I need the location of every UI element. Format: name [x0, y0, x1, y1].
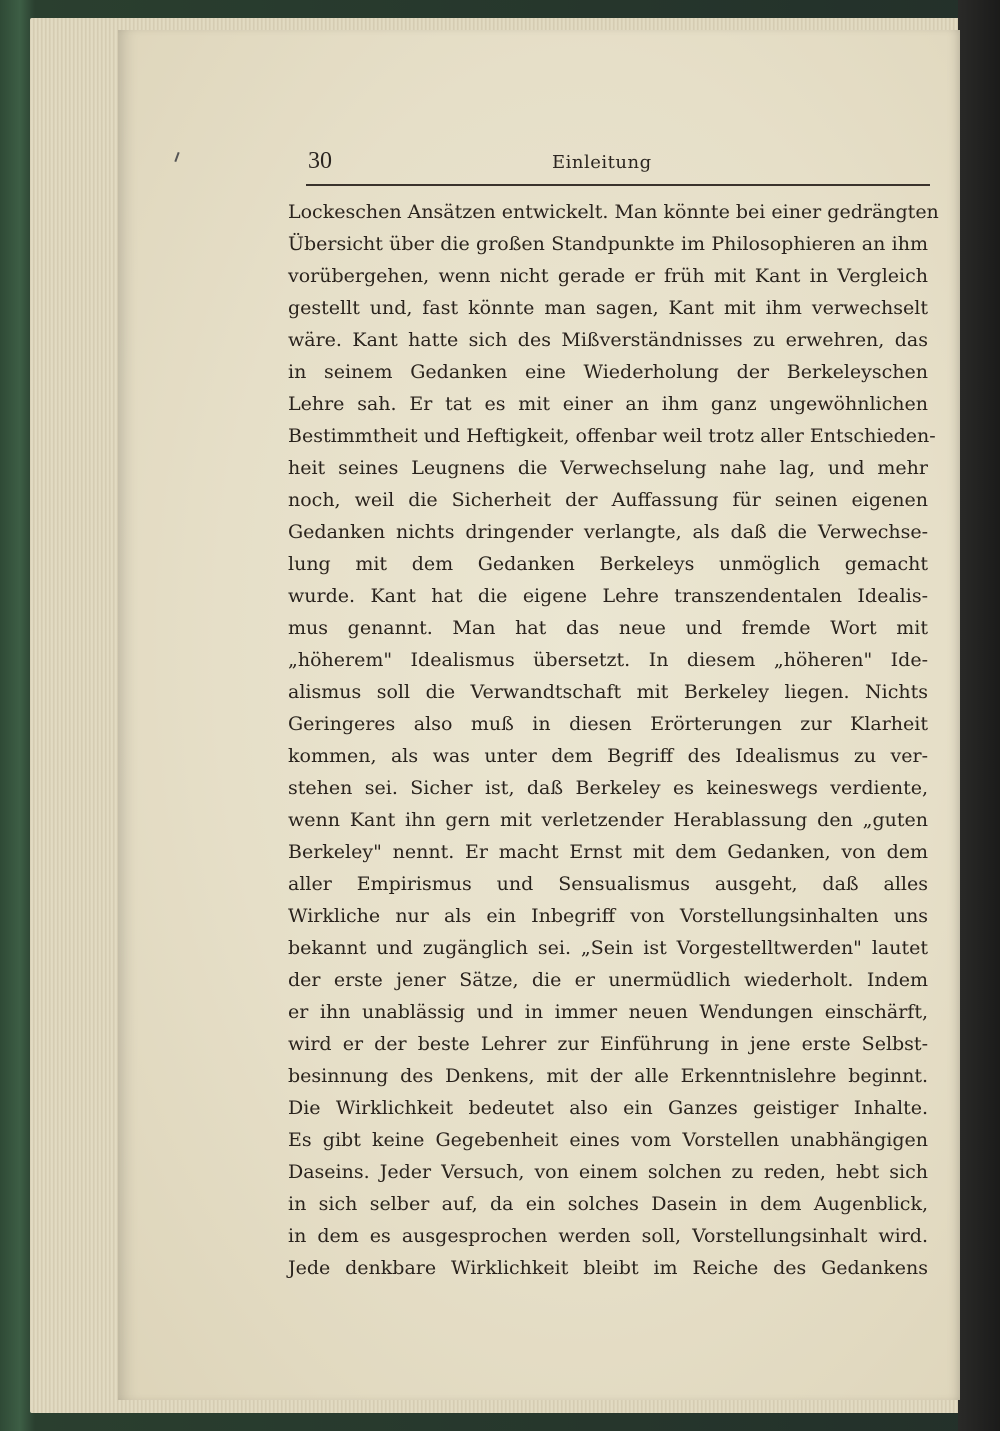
text-line: Daseins. Jeder Versuch, von einem solchen zu reden, hebt sich: [288, 1161, 928, 1183]
text-line: Berkeley" nennt. Er macht Ernst mit dem Gedanken, von dem: [288, 841, 928, 863]
text-line: heit seines Leugnens die Verwechselung nahe lag, und mehr: [288, 457, 928, 479]
text-line: in dem es ausgesprochen werden soll, Vorstellungsinhalt wird.: [288, 1225, 928, 1247]
text-line: kommen, als was unter dem Begriff des Idealismus zu ver-: [288, 745, 928, 767]
text-line: Lehre sah. Er tat es mit einer an ihm ganz ungewöhnlichen: [288, 393, 928, 415]
page-header: [190, 148, 930, 178]
text-line: vorübergehen, wenn nicht gerade er früh mit Kant in Vergleich: [288, 265, 928, 287]
text-line: in sich selber auf, da ein solches Dasein in dem Augenblick,: [288, 1193, 928, 1215]
text-line: Geringeres also muß in diesen Erörterungen zur Klarheit: [288, 713, 928, 735]
text-line: Lockeschen Ansätzen entwickelt. Man könnte bei einer gedrängten: [288, 201, 939, 223]
text-line: wenn Kant ihn gern mit verletzender Herablassung den „guten: [288, 809, 928, 831]
text-line: lung mit dem Gedanken Berkeleys unmöglich gemacht: [288, 553, 928, 575]
text-line: bekannt und zugänglich sei. „Sein ist Vorgestelltwerden" lautet: [288, 937, 928, 959]
text-line: Jede denkbare Wirklichkeit bleibt im Reiche des Gedankens: [288, 1257, 928, 1279]
text-line: besinnung des Denkens, mit der alle Erkenntnislehre beginnt.: [288, 1065, 928, 1087]
text-line: Bestimmtheit und Heftigkeit, offenbar weil trotz aller Entschieden-: [288, 425, 936, 447]
facing-page-edge: [958, 0, 1000, 1431]
text-line: wäre. Kant hatte sich des Mißverständnisses zu erwehren, das: [288, 329, 928, 351]
text-line: Es gibt keine Gegebenheit eines vom Vorstellen unabhängigen: [288, 1129, 928, 1151]
page-number: 30: [308, 148, 332, 174]
text-line: gestellt und, fast könnte man sagen, Kant mit ihm verwechselt: [288, 297, 928, 319]
text-line: alismus soll die Verwandtschaft mit Berkeley liegen. Nichts: [288, 681, 928, 703]
text-line: aller Empirismus und Sensualismus ausgeht, daß alles: [288, 873, 928, 895]
text-line: wurde. Kant hat die eigene Lehre transzendentalen Idealis-: [288, 585, 928, 607]
text-line: Die Wirklichkeit bedeutet also ein Ganzes geistiger Inhalte.: [288, 1097, 928, 1119]
text-line: wird er der beste Lehrer zur Einführung in jene erste Selbst-: [288, 1033, 928, 1055]
text-line: mus genannt. Man hat das neue und fremde Wort mit: [288, 617, 928, 639]
text-line: Wirkliche nur als ein Inbegriff von Vorstellungsinhalten uns: [288, 905, 928, 927]
text-line: noch, weil die Sicherheit der Auffassung für seinen eigenen: [288, 489, 928, 511]
text-line: Übersicht über die großen Standpunkte im Philosophieren an ihm: [288, 233, 928, 255]
text-line: in seinem Gedanken eine Wiederholung der Berkeleyschen: [288, 361, 928, 383]
text-line: stehen sei. Sicher ist, daß Berkeley es keineswegs verdiente,: [288, 777, 928, 799]
text-line: Gedanken nichts dringender verlangte, als daß die Verwechse-: [288, 521, 928, 543]
text-line: „höherem" Idealismus übersetzt. In diesem „höheren" Ide-: [288, 649, 928, 671]
text-line: der erste jener Sätze, die er unermüdlich wiederholt. Indem: [288, 969, 928, 991]
text-line: er ihn unablässig und in immer neuen Wendungen einschärft,: [288, 1001, 928, 1023]
header-rule: [306, 184, 930, 186]
running-head: Einleitung: [552, 152, 652, 173]
body-text: [288, 196, 939, 1284]
